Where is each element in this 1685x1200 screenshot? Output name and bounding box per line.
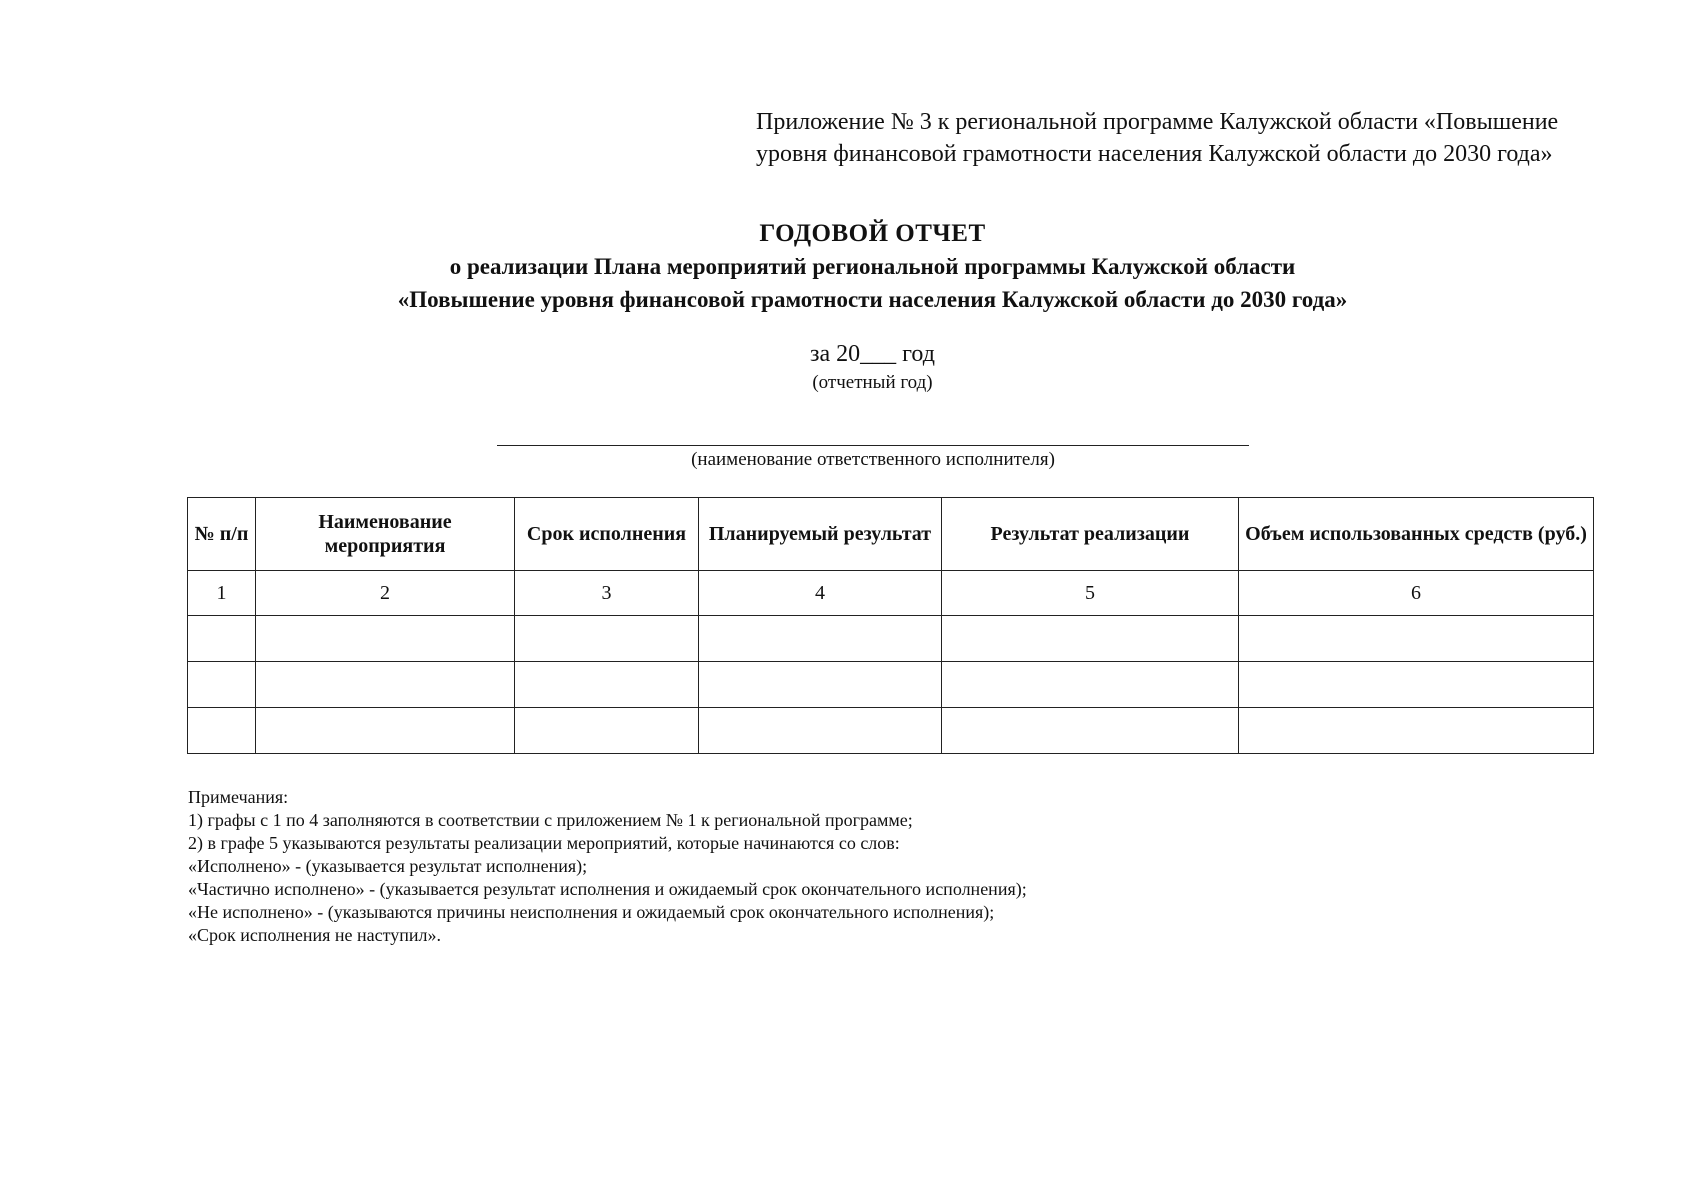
table-row bbox=[188, 708, 1594, 754]
header-number: № п/п bbox=[188, 498, 256, 571]
header-activity-name: Наименование мероприятия bbox=[256, 498, 515, 571]
executor-field-line bbox=[497, 445, 1249, 446]
table-cell[interactable] bbox=[515, 616, 699, 662]
table-cell[interactable] bbox=[699, 708, 942, 754]
report-table bbox=[187, 497, 1594, 754]
note-item: «Исполнено» - (указывается результат исполнения); bbox=[188, 856, 588, 876]
appendix-note bbox=[756, 106, 1656, 170]
header-actual-result: Результат реализации bbox=[942, 498, 1239, 571]
table-row bbox=[188, 662, 1594, 708]
table-cell[interactable] bbox=[1239, 616, 1594, 662]
note-item: «Не исполнено» - (указываются причины неисполнения и ожидаемый срок окончательного исполнения); bbox=[188, 902, 995, 922]
table-row bbox=[188, 616, 1594, 662]
column-number-cell: 3 bbox=[515, 571, 699, 616]
report-title: ГОДОВОЙ ОТЧЕТ bbox=[759, 220, 986, 247]
table-cell[interactable] bbox=[515, 662, 699, 708]
report-subtitle-1: о реализации Плана мероприятий региональной программы Калужской области bbox=[449, 254, 1296, 279]
table-cell[interactable] bbox=[942, 708, 1239, 754]
table-cell[interactable] bbox=[1239, 708, 1594, 754]
column-number-cell: 5 bbox=[942, 571, 1239, 616]
appendix-line-2: уровня финансовой грамотности населения Калужской области до 2030 года» bbox=[756, 141, 1553, 167]
column-number-cell: 4 bbox=[699, 571, 942, 616]
column-number-cell: 1 bbox=[188, 571, 256, 616]
appendix-line-1: Приложение № 3 к региональной программе Калужской области «Повышение bbox=[756, 109, 1559, 135]
table-cell[interactable] bbox=[256, 662, 515, 708]
table-cell[interactable] bbox=[942, 616, 1239, 662]
report-period: за 20___ год bbox=[810, 341, 935, 367]
note-item: 2) в графе 5 указываются результаты реализации мероприятий, которые начинаются со слов: bbox=[188, 833, 900, 853]
column-number-cell: 6 bbox=[1239, 571, 1594, 616]
notes-heading: Примечания: bbox=[188, 787, 289, 807]
note-item: «Срок исполнения не наступил». bbox=[188, 925, 442, 945]
table-cell[interactable] bbox=[188, 708, 256, 754]
note-item: 1) графы с 1 по 4 заполняются в соответствии с приложением № 1 к региональной программе; bbox=[188, 810, 913, 830]
note-item: «Частично исполнено» - (указывается результат исполнения и ожидаемый срок окончательного исполнения); bbox=[188, 879, 1027, 899]
table-cell[interactable] bbox=[256, 708, 515, 754]
table-cell[interactable] bbox=[942, 662, 1239, 708]
table-header-row bbox=[188, 498, 1594, 571]
table-cell[interactable] bbox=[188, 662, 256, 708]
table-cell[interactable] bbox=[699, 616, 942, 662]
table-cell[interactable] bbox=[188, 616, 256, 662]
column-number-cell: 2 bbox=[256, 571, 515, 616]
header-planned-result: Планируемый результат bbox=[699, 498, 942, 571]
report-subtitle-2: «Повышение уровня финансовой грамотности населения Калужской области до 2030 года» bbox=[397, 287, 1348, 312]
header-funds-used: Объем использованных средств (руб.) bbox=[1239, 498, 1594, 571]
table-cell[interactable] bbox=[256, 616, 515, 662]
table-cell[interactable] bbox=[515, 708, 699, 754]
table-cell[interactable] bbox=[1239, 662, 1594, 708]
notes-section bbox=[188, 786, 1027, 947]
report-period-caption: (отчетный год) bbox=[812, 372, 933, 393]
executor-caption: (наименование ответственного исполнителя) bbox=[691, 449, 1055, 470]
header-deadline: Срок исполнения bbox=[515, 498, 699, 571]
table-cell[interactable] bbox=[699, 662, 942, 708]
column-number-row bbox=[188, 571, 1594, 616]
